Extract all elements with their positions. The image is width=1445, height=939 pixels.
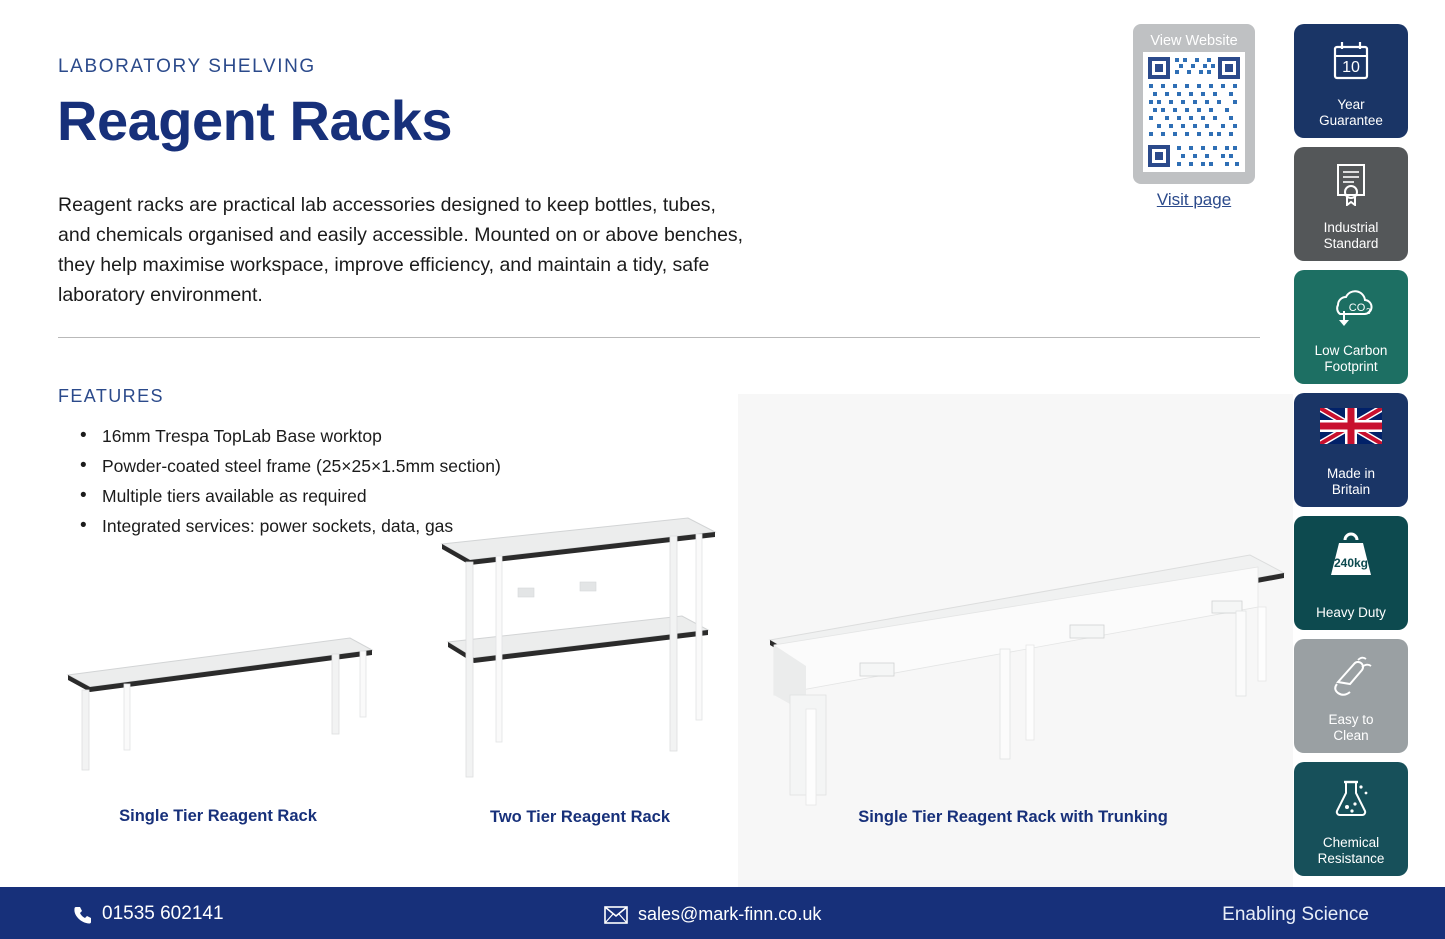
list-item: • Integrated services: power sockets, data, gas: [72, 515, 712, 539]
union-flag-icon: [1320, 408, 1382, 444]
phone-icon: [72, 904, 92, 924]
product-caption: Two Tier Reagent Rack: [489, 808, 671, 826]
badge-guarantee: [1294, 24, 1408, 138]
svg-text:2: 2: [1366, 307, 1371, 316]
badge-industrial-standard: [1294, 147, 1408, 261]
badge-line1: Made in: [1326, 466, 1376, 481]
badge-label: [1294, 97, 1408, 129]
features-heading: FEATURES: [58, 386, 164, 406]
intro-paragraph: Reagent racks are practical lab accessories designed to keep bottles, tubes, and chemicals organised and easily accessible. Mounted on or above benches, they help maximise workspace, improve efficiency, and maintain a tidy, safe laboratory environment.: [58, 194, 744, 306]
qr-code-icon[interactable]: [1143, 52, 1245, 172]
badge-label: [1294, 466, 1408, 498]
trunking-rack-illustration: [750, 545, 1295, 810]
category-eyebrow: LABORATORY SHELVING: [58, 56, 316, 77]
calendar-icon: [1328, 39, 1374, 85]
badge-line1: Industrial: [1323, 220, 1379, 235]
footer-email-text: sales@mark-finn.co.uk: [638, 904, 822, 924]
footer-bar: [0, 892, 1445, 939]
envelope-icon: [604, 906, 628, 924]
badge-label: [1294, 605, 1408, 621]
single-tier-rack-illustration: [60, 620, 380, 780]
badge-number: 10: [1342, 59, 1360, 76]
horizontal-divider: [58, 337, 1260, 338]
badge-low-carbon: [1294, 270, 1408, 384]
visit-page-link[interactable]: Visit page: [1156, 190, 1232, 209]
svg-text:CO: CO: [1348, 302, 1366, 314]
footer-phone[interactable]: [72, 903, 224, 925]
badge-number: 240kg: [1333, 556, 1369, 570]
badge-line2: Footprint: [1324, 359, 1378, 374]
badge-made-in-britain: [1294, 393, 1408, 507]
list-item: • 16mm Trespa TopLab Base worktop: [72, 425, 712, 449]
badge-label: [1294, 220, 1408, 252]
badge-column: [1294, 24, 1408, 885]
badge-line1: Chemical: [1322, 835, 1380, 850]
product-caption: Single Tier Reagent Rack with Trunking: [858, 808, 1168, 826]
footer-phone-text: 01535 602141: [102, 903, 224, 924]
badge-line1: Low Carbon: [1314, 343, 1388, 358]
badge-line2: Standard: [1323, 236, 1379, 251]
badge-label: [1294, 712, 1408, 744]
badge-line1: Heavy Duty: [1316, 605, 1386, 620]
badge-heavy-duty: [1294, 516, 1408, 630]
two-tier-rack-illustration: [430, 512, 730, 787]
list-item: • Powder-coated steel frame (25×25×1.5mm section): [72, 455, 712, 479]
badge-label: [1294, 343, 1408, 375]
badge-line2: Guarantee: [1319, 113, 1383, 128]
badge-line2: Britain: [1331, 482, 1371, 497]
product-caption: Single Tier Reagent Rack: [119, 807, 317, 825]
page-title: Reagent Racks: [57, 89, 453, 152]
badge-line2: Clean: [1333, 728, 1369, 743]
list-item: • Multiple tiers available as required: [72, 485, 712, 509]
weight-icon: [1323, 531, 1379, 583]
certificate-icon: [1330, 162, 1372, 206]
badge-line2: Resistance: [1317, 851, 1385, 866]
wipe-hand-icon: [1328, 654, 1374, 696]
badge-line1: Year: [1337, 97, 1365, 112]
badge-line1: Easy to: [1328, 712, 1374, 727]
flask-icon: [1329, 777, 1373, 819]
qr-panel-label: View Website: [1150, 33, 1238, 49]
badge-easy-to-clean: [1294, 639, 1408, 753]
footer-email[interactable]: [604, 904, 821, 925]
badge-chemical-resistance: [1294, 762, 1408, 876]
badge-label: [1294, 835, 1408, 867]
co2-cloud-icon: [1326, 285, 1376, 327]
footer-tagline: Enabling Science: [1222, 904, 1369, 925]
